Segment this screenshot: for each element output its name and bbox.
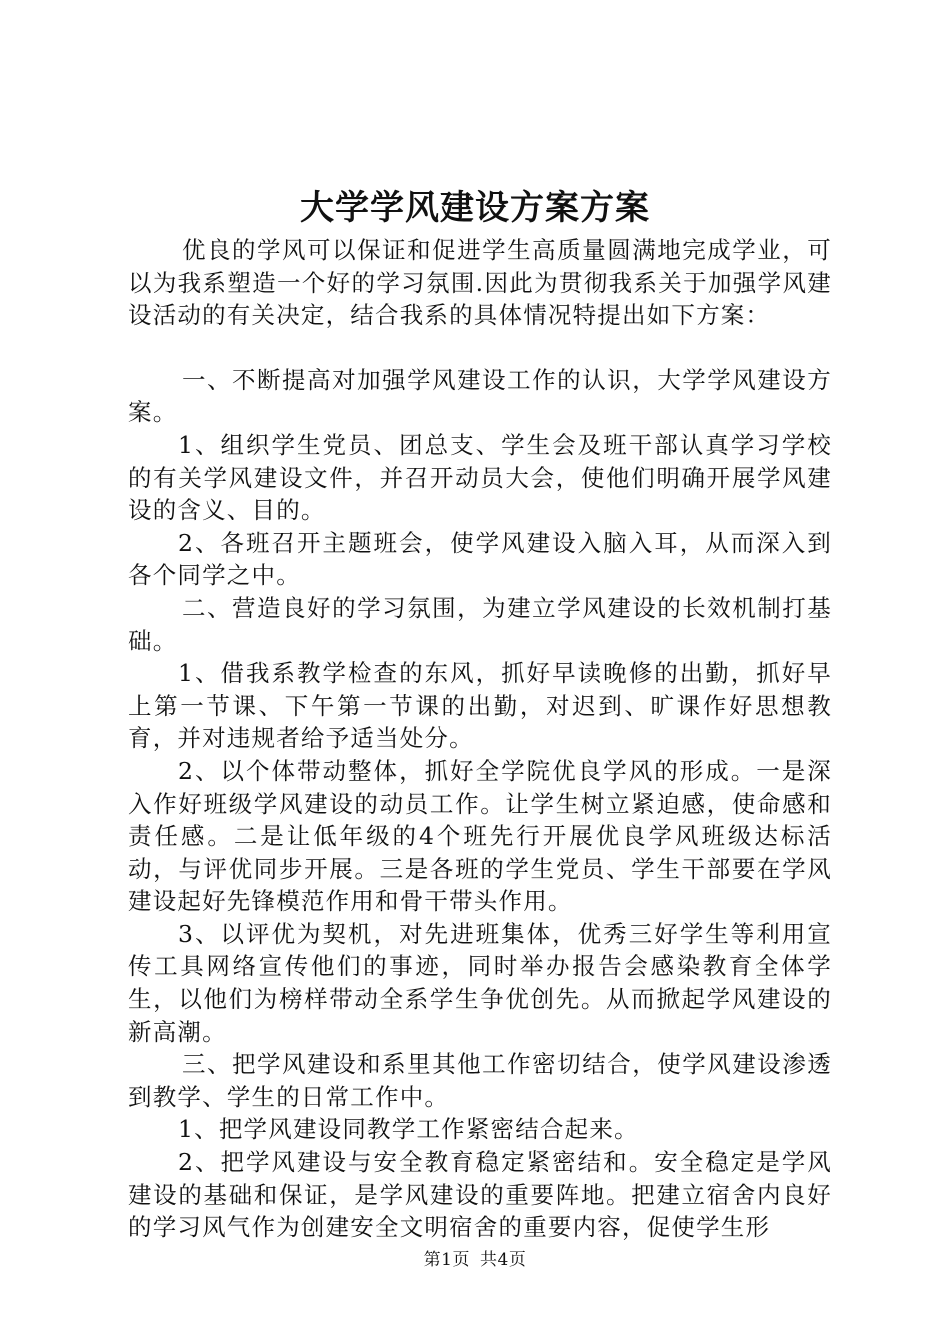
paragraph-intro: 优良的学风可以保证和促进学生高质量圆满地完成学业，可以为我系塑造一个好的学习氛围.因此为贯彻我系关于加强学风建设活动的有关决定，结合我系的具体情况特提出如下方案： [128, 236, 832, 330]
document-title: 大学学风建设方案方案 [300, 188, 650, 228]
paragraph-2-2: 2、以个体带动整体，抓好全学院优良学风的形成。一是深入作好班级学风建设的动员工作。让学生树立紧迫感，使命感和责任感。二是让低年级的4个班先行开展优良学风班级达标活动，与评优同步开展。三是各班的学生党员、学生干部要在学风建设起好先锋模范作用和骨干带头作用。 [128, 756, 832, 916]
page-number: 第1页 [423, 1250, 470, 1270]
document-body [128, 234, 832, 1244]
paragraph-gap [128, 332, 832, 364]
page-footer [0, 1248, 950, 1272]
section-heading-3: 三、把学风建设和系里其他工作密切结合，使学风建设渗透到教学、学生的日常工作中。 [128, 1050, 832, 1111]
paragraph-3-2: 2、把学风建设与安全教育稳定紧密结和。安全稳定是学风建设的基础和保证，是学风建设的重要阵地。把建立宿舍内良好的学习风气作为创建安全文明宿舍的重要内容，促使学生形 [128, 1148, 832, 1242]
section-heading-1: 一、不断提高对加强学风建设工作的认识，大学学风建设方案。 [128, 365, 832, 427]
paragraph-2-3: 3、以评优为契机，对先进班集体，优秀三好学生等利用宣传工具网络宣传他们的事迹，同时举办报告会感染教育全体学生，以他们为榜样带动全系学生争优创先。从而掀起学风建设的新高潮。 [128, 919, 832, 1046]
section-heading-2: 二、营造良好的学习氛围，为建立学风建设的长效机制打基础。 [128, 593, 832, 655]
paragraph-1-1: 1、组织学生党员、团总支、学生会及班干部认真学习学校的有关学风建设文件，并召开动员大会，使他们明确开展学风建设的含义、目的。 [128, 430, 832, 525]
paragraph-2-1: 1、借我系教学检查的东风，抓好早读晚修的出勤，抓好早上第一节课、下午第一节课的出勤，对迟到、旷课作好思想教育，并对违规者给予适当处分。 [128, 659, 832, 753]
paragraph-3-1: 1、把学风建设同教学工作紧密结合起来。 [178, 1115, 639, 1144]
page-total: 共4页 [480, 1250, 527, 1270]
paragraph-1-2: 2、各班召开主题班会，使学风建设入脑入耳，从而深入到各个同学之中。 [128, 528, 832, 590]
